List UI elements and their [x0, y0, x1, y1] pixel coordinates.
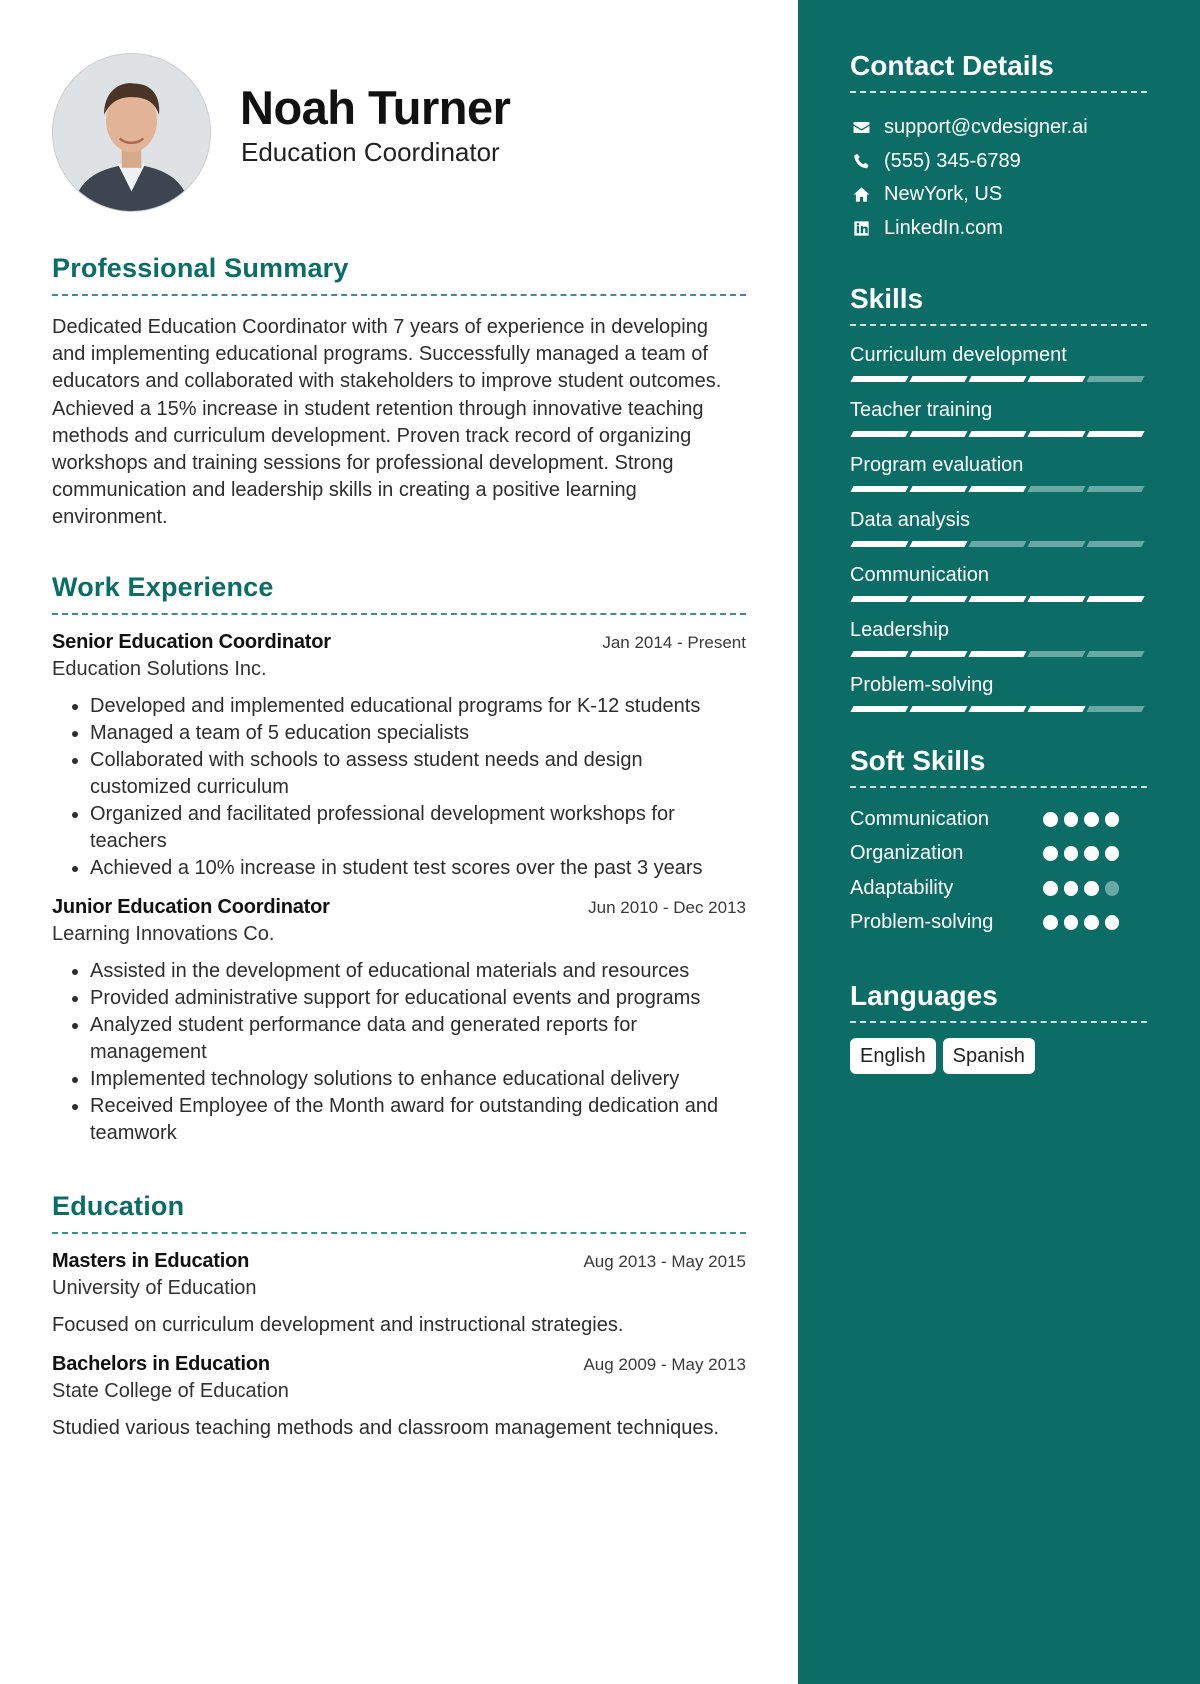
skill-level-segment	[1086, 596, 1144, 602]
soft-skill-item	[850, 871, 1147, 906]
skill-item	[850, 507, 1147, 548]
summary-text: Dedicated Education Coordinator with 7 years of experience in developing and implementing educational programs. Successfully managed a team of educators and collaborated with stakeholders to improve student outcomes. Achieved a 15% increase in student retention through innovative teaching methods and curriculum development. Proven track record of organizing workshops and training sessions for professional development. Strong communication and leadership skills in creating a positive learning environment.	[52, 316, 722, 529]
soft-skill-item	[850, 802, 1147, 837]
sidebar	[798, 0, 1200, 1684]
skill-level-segment	[968, 376, 1026, 382]
skill-level-segment	[909, 706, 967, 712]
candidate-name: Noah Turner	[240, 81, 511, 134]
contact-email[interactable]	[850, 111, 1147, 145]
skill-level-bar	[850, 376, 1147, 383]
education-dates: Aug 2009 - May 2013	[583, 1354, 746, 1374]
skill-item	[850, 452, 1147, 493]
contact-phone[interactable]	[850, 145, 1147, 179]
skill-level-segment	[1027, 596, 1085, 602]
skills-section	[850, 283, 1147, 713]
skill-level-segment	[1086, 651, 1144, 657]
job-dates: Jun 2010 - Dec 2013	[588, 897, 746, 917]
skills-heading: Skills	[850, 283, 1147, 326]
skill-level-bar	[850, 486, 1147, 493]
list-item: • Implemented technology solutions to enhance educational delivery	[90, 1066, 746, 1093]
job-company: Learning Innovations Co.	[52, 922, 275, 945]
skill-level-segment	[909, 376, 967, 382]
experience-heading: Work Experience	[52, 572, 746, 615]
skill-level-bar	[850, 541, 1147, 548]
skill-level-segment	[850, 596, 908, 602]
skill-level-segment	[850, 376, 908, 382]
list-item: • Collaborated with schools to assess student needs and design customized curriculum	[90, 747, 746, 801]
phone-icon	[850, 150, 872, 172]
skill-level-segment	[850, 706, 908, 712]
soft-skill-name: Adaptability	[850, 876, 954, 899]
rating-dot	[1084, 881, 1099, 896]
skill-item	[850, 562, 1147, 603]
soft-skills-heading: Soft Skills	[850, 745, 1147, 788]
skill-name: Teacher training	[850, 399, 993, 421]
education-section	[52, 1191, 746, 1442]
skill-level-segment	[909, 541, 967, 547]
list-item: • Developed and implemented educational programs for K-12 students	[90, 693, 746, 720]
skill-name: Leadership	[850, 619, 949, 641]
soft-skill-name: Organization	[850, 842, 964, 865]
skill-name: Communication	[850, 564, 989, 586]
skill-level-segment	[909, 431, 967, 437]
skill-level-bar	[850, 706, 1147, 713]
education-entry	[52, 1353, 746, 1442]
skill-level-segment	[850, 541, 908, 547]
contact-section	[850, 50, 1147, 245]
rating-dot	[1105, 846, 1120, 861]
skill-level-segment	[1086, 376, 1144, 382]
language-badge: English	[850, 1038, 936, 1074]
soft-skills-section	[850, 745, 1147, 940]
rating-dot	[1043, 812, 1058, 827]
rating-dot	[1084, 812, 1099, 827]
summary-heading: Professional Summary	[52, 253, 746, 296]
skill-level-segment	[909, 596, 967, 602]
skill-level-segment	[1086, 706, 1144, 712]
rating-dot	[1043, 881, 1058, 896]
soft-skill-rating	[1043, 915, 1125, 930]
contact-linkedin[interactable]	[850, 212, 1147, 246]
skill-name: Curriculum development	[850, 344, 1067, 366]
skill-level-bar	[850, 596, 1147, 603]
rating-dot	[1064, 846, 1079, 861]
skill-name: Problem-solving	[850, 674, 994, 696]
envelope-icon	[850, 117, 872, 139]
job-entry	[52, 631, 746, 882]
rating-dot	[1043, 846, 1058, 861]
contact-location	[850, 178, 1147, 212]
school-name: University of Education	[52, 1276, 257, 1299]
soft-skill-name: Communication	[850, 807, 989, 830]
skill-level-segment	[850, 486, 908, 492]
soft-skills-list	[850, 802, 1147, 940]
avatar	[52, 53, 211, 212]
skill-level-segment	[1027, 541, 1085, 547]
skill-level-segment	[968, 651, 1026, 657]
summary-section	[52, 253, 746, 532]
education-description: Studied various teaching methods and classroom management techniques.	[52, 1416, 720, 1439]
skill-level-segment	[1027, 431, 1085, 437]
soft-skill-rating	[1043, 812, 1125, 827]
education-entry	[52, 1250, 746, 1339]
main-column	[52, 0, 746, 1442]
skill-level-segment	[968, 596, 1026, 602]
contact-phone-text: (555) 345-6789	[884, 149, 1021, 172]
skill-level-segment	[1086, 431, 1144, 437]
soft-skill-rating	[1043, 881, 1125, 896]
skill-level-segment	[1027, 486, 1085, 492]
job-entry	[52, 896, 746, 1147]
rating-dot	[1105, 915, 1120, 930]
list-item: • Analyzed student performance data and generated reports for management	[90, 1012, 746, 1066]
sidebar-content	[850, 0, 1147, 1074]
job-bullets	[52, 693, 746, 882]
skill-level-bar	[850, 651, 1147, 658]
degree-title: Masters in Education	[52, 1249, 250, 1272]
school-name: State College of Education	[52, 1379, 289, 1402]
job-company: Education Solutions Inc.	[52, 657, 267, 680]
skill-item	[850, 397, 1147, 438]
skill-level-segment	[1086, 541, 1144, 547]
rating-dot	[1064, 915, 1079, 930]
linkedin-icon	[850, 217, 872, 239]
skill-level-segment	[1027, 651, 1085, 657]
soft-skill-rating	[1043, 846, 1125, 861]
contact-email-text: support@cvdesigner.ai	[884, 116, 1088, 139]
skill-level-segment	[850, 651, 908, 657]
skill-level-segment	[909, 486, 967, 492]
list-item: • Achieved a 10% increase in student test scores over the past 3 years	[90, 855, 746, 882]
skill-level-bar	[850, 431, 1147, 438]
skill-level-segment	[1027, 376, 1085, 382]
soft-skill-item	[850, 906, 1147, 941]
list-item: • Organized and facilitated professional development workshops for teachers	[90, 801, 746, 855]
contact-heading: Contact Details	[850, 50, 1147, 93]
job-title: Junior Education Coordinator	[52, 895, 330, 918]
contact-linkedin-text: LinkedIn.com	[884, 216, 1003, 239]
soft-skill-name: Problem-solving	[850, 911, 994, 934]
list-item: • Provided administrative support for educational events and programs	[90, 985, 746, 1012]
job-title: Senior Education Coordinator	[52, 630, 331, 653]
skill-level-segment	[968, 541, 1026, 547]
rating-dot	[1064, 881, 1079, 896]
skill-level-segment	[850, 431, 908, 437]
education-description: Focused on curriculum development and instructional strategies.	[52, 1313, 624, 1336]
rating-dot	[1084, 915, 1099, 930]
education-dates: Aug 2013 - May 2015	[583, 1251, 746, 1271]
rating-dot	[1043, 915, 1058, 930]
job-dates: Jan 2014 - Present	[602, 632, 746, 652]
home-icon	[850, 184, 872, 206]
skill-item	[850, 342, 1147, 383]
skill-level-segment	[968, 486, 1026, 492]
list-item: • Managed a team of 5 education specialists	[90, 720, 746, 747]
soft-skill-item	[850, 837, 1147, 872]
skill-level-segment	[909, 651, 967, 657]
skill-name: Program evaluation	[850, 454, 1024, 476]
skill-level-segment	[1086, 486, 1144, 492]
skill-item	[850, 672, 1147, 713]
resume-header	[52, 0, 746, 250]
skills-list	[850, 342, 1147, 713]
skill-item	[850, 617, 1147, 658]
language-badge: Spanish	[943, 1038, 1035, 1074]
rating-dot	[1105, 812, 1120, 827]
languages-heading: Languages	[850, 980, 1147, 1023]
candidate-title: Education Coordinator	[241, 137, 500, 167]
contact-location-text: NewYork, US	[884, 183, 1003, 206]
rating-dot	[1064, 812, 1079, 827]
rating-dot	[1105, 881, 1120, 896]
contact-list	[850, 111, 1147, 245]
skill-level-segment	[1027, 706, 1085, 712]
degree-title: Bachelors in Education	[52, 1352, 270, 1375]
skill-level-segment	[968, 431, 1026, 437]
list-item: • Received Employee of the Month award for outstanding dedication and teamwork	[90, 1093, 746, 1147]
job-bullets	[52, 958, 746, 1147]
languages-list	[850, 1038, 1147, 1074]
skill-name: Data analysis	[850, 509, 971, 531]
list-item: • Assisted in the development of educational materials and resources	[90, 958, 746, 985]
experience-section	[52, 572, 746, 1147]
languages-section	[850, 980, 1147, 1074]
rating-dot	[1084, 846, 1099, 861]
skill-level-segment	[968, 706, 1026, 712]
education-heading: Education	[52, 1191, 746, 1234]
profile-photo-icon	[53, 54, 210, 211]
